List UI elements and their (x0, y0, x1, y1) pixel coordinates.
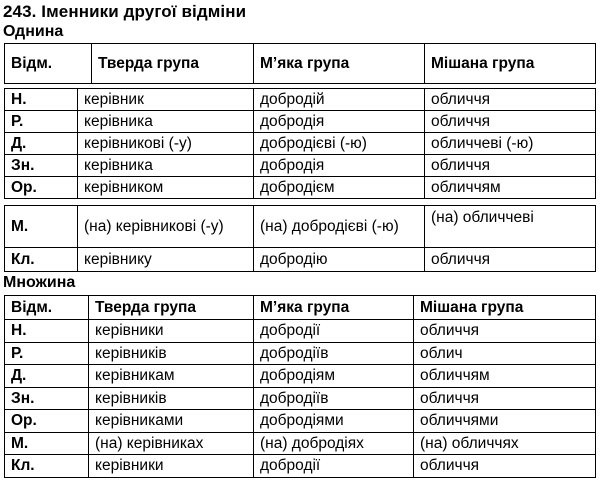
table-row (5, 320, 596, 343)
header-hard-group: Тверда група (89, 296, 254, 320)
table-row (5, 455, 596, 478)
table-row (5, 248, 596, 272)
soft-group-cell: добродіїв (254, 342, 414, 365)
header-case: Відм. (5, 44, 92, 84)
case-cell: Р. (5, 342, 89, 365)
case-cell: Н. (5, 89, 78, 111)
case-cell: Н. (5, 320, 89, 343)
table-row (5, 111, 596, 133)
hard-group-cell: керівники (89, 455, 254, 478)
soft-group-cell: добродіям (254, 365, 414, 388)
table-row (5, 177, 596, 199)
table-row (5, 432, 596, 455)
hard-group-cell: керівникові (-у) (78, 133, 254, 155)
mixed-group-cell: обличчям (414, 365, 596, 388)
mixed-group-cell: обличчеві (-ю) (425, 133, 596, 155)
soft-group-cell: (на) добродієві (-ю) (254, 206, 425, 248)
mixed-group-cell: обличчя (414, 320, 596, 343)
header-mixed-group: Мішана група (425, 44, 596, 84)
singular-header-table (4, 43, 596, 84)
mixed-group-cell: обличчям (425, 177, 596, 199)
case-cell: Д. (5, 133, 78, 155)
soft-group-cell: добродії (254, 320, 414, 343)
table-row (5, 387, 596, 410)
header-case: Відм. (5, 296, 89, 320)
soft-group-cell: добродія (254, 111, 425, 133)
mixed-group-cell: обличчя (425, 111, 596, 133)
case-cell: М. (5, 432, 89, 455)
singular-table (4, 88, 596, 199)
mixed-group-cell: обличчя (425, 248, 596, 272)
soft-group-cell: добродієві (-ю) (254, 133, 425, 155)
hard-group-cell: (на) керівникові (-у) (78, 206, 254, 248)
hard-group-cell: керівника (78, 155, 254, 177)
hard-group-cell: керівниками (89, 410, 254, 433)
table-row (5, 155, 596, 177)
header-soft-group: М’яка група (254, 296, 414, 320)
table-row (5, 410, 596, 433)
soft-group-cell: добродію (254, 248, 425, 272)
exercise-title: 243. Іменники другої відміни (3, 2, 247, 21)
case-cell: Кл. (5, 248, 78, 272)
header-hard-group: Тверда група (92, 44, 254, 84)
case-cell: Д. (5, 365, 89, 388)
case-cell: М. (5, 206, 78, 248)
case-cell: Ор. (5, 410, 89, 433)
hard-group-cell: керівників (89, 342, 254, 365)
table-row (5, 206, 596, 248)
table-row (5, 365, 596, 388)
case-cell: Зн. (5, 387, 89, 410)
table-row (5, 89, 596, 111)
soft-group-cell: добродіїв (254, 387, 414, 410)
mixed-group-cell: обличчя (425, 89, 596, 111)
hard-group-cell: керівникам (89, 365, 254, 388)
singular-table-continued (4, 205, 596, 272)
mixed-group-cell: (на) обличчях (414, 432, 596, 455)
header-mixed-group: Мішана група (414, 296, 596, 320)
section-singular-label: Однина (3, 23, 64, 40)
hard-group-cell: керівника (78, 111, 254, 133)
hard-group-cell: (на) керівниках (89, 432, 254, 455)
hard-group-cell: керівників (89, 387, 254, 410)
hard-group-cell: керівником (78, 177, 254, 199)
mixed-group-cell: обличчями (414, 410, 596, 433)
hard-group-cell: керівнику (78, 248, 254, 272)
hard-group-cell: керівник (78, 89, 254, 111)
header-soft-group: М’яка група (254, 44, 425, 84)
case-cell: Р. (5, 111, 78, 133)
mixed-group-cell: обличчя (414, 387, 596, 410)
case-cell: Зн. (5, 155, 78, 177)
table-row (5, 133, 596, 155)
soft-group-cell: (на) добродіях (254, 432, 414, 455)
table-row (5, 342, 596, 365)
soft-group-cell: добродія (254, 155, 425, 177)
mixed-group-cell: обличчя (414, 455, 596, 478)
soft-group-cell: добродій (254, 89, 425, 111)
case-cell: Ор. (5, 177, 78, 199)
soft-group-cell: добродії (254, 455, 414, 478)
case-cell: Кл. (5, 455, 89, 478)
mixed-group-cell: обличчя (425, 155, 596, 177)
soft-group-cell: добродіями (254, 410, 414, 433)
hard-group-cell: керівники (89, 320, 254, 343)
mixed-group-cell: (на) обличчеві (425, 206, 596, 248)
soft-group-cell: добродієм (254, 177, 425, 199)
mixed-group-cell: облич (414, 342, 596, 365)
plural-table (4, 295, 596, 478)
section-plural-label: Множина (3, 274, 76, 291)
